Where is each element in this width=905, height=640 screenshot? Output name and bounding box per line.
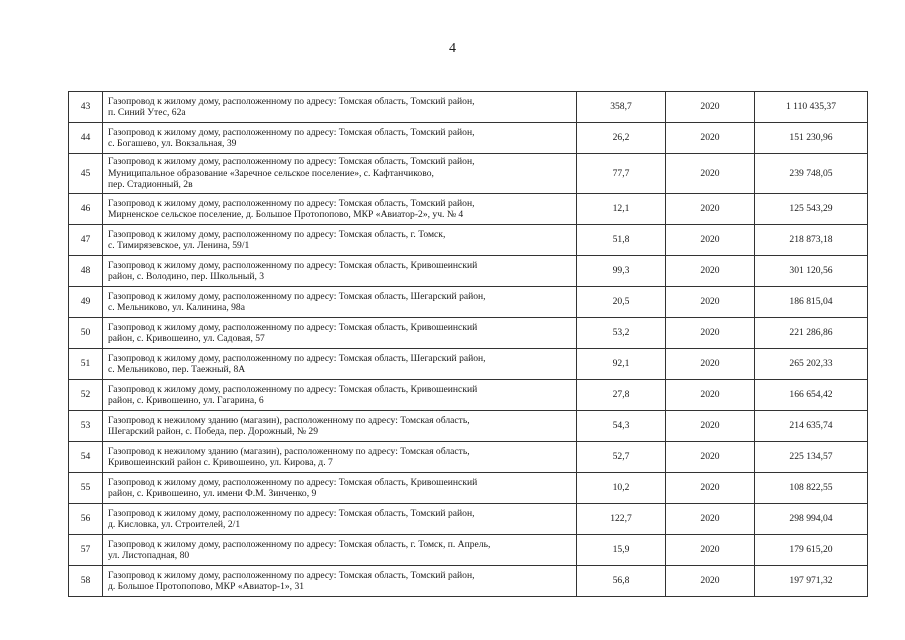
table-body — [69, 92, 868, 597]
description-line: д. Большое Протопопово, МКР «Авиатор-1», 31 — [108, 581, 305, 592]
year: 2020 — [666, 256, 755, 287]
row-number: 58 — [69, 566, 103, 597]
cost: 225 134,57 — [755, 442, 868, 473]
description-line: Газопровод к жилому дому, расположенному по адресу: Томская область, Томский район, — [108, 507, 475, 519]
gas-pipeline-table — [68, 91, 868, 597]
object-description — [103, 287, 577, 318]
table-row — [69, 256, 868, 287]
pipeline-length: 56,8 — [577, 566, 666, 597]
table-row — [69, 318, 868, 349]
object-description — [103, 566, 577, 597]
row-number: 43 — [69, 92, 103, 123]
object-description — [103, 380, 577, 411]
pipeline-length: 54,3 — [577, 411, 666, 442]
pipeline-length: 10,2 — [577, 473, 666, 504]
row-number: 47 — [69, 225, 103, 256]
description-line: пер. Стадионный, 2в — [108, 179, 193, 191]
row-number: 50 — [69, 318, 103, 349]
table-row — [69, 411, 868, 442]
row-number: 52 — [69, 380, 103, 411]
year: 2020 — [666, 535, 755, 566]
pipeline-length: 15,9 — [577, 535, 666, 566]
table-row — [69, 380, 868, 411]
pipeline-length: 77,7 — [577, 154, 666, 194]
table-row — [69, 504, 868, 535]
year: 2020 — [666, 287, 755, 318]
table-row — [69, 535, 868, 566]
row-number: 55 — [69, 473, 103, 504]
description-line: с. Мельниково, пер. Таежный, 8А — [108, 364, 246, 375]
year: 2020 — [666, 194, 755, 225]
description-line: с. Мельниково, ул. Калинина, 98а — [108, 302, 245, 313]
object-description — [103, 92, 577, 123]
pipeline-length: 358,7 — [577, 92, 666, 123]
year: 2020 — [666, 154, 755, 194]
year: 2020 — [666, 92, 755, 123]
year: 2020 — [666, 380, 755, 411]
cost: 221 286,86 — [755, 318, 868, 349]
cost: 186 815,04 — [755, 287, 868, 318]
description-line: Газопровод к жилому дому, расположенному по адресу: Томская область, Шегарский район, — [108, 352, 486, 364]
object-description — [103, 318, 577, 349]
pipeline-length: 92,1 — [577, 349, 666, 380]
description-line: Газопровод к жилому дому, расположенному по адресу: Томская область, г. Томск, — [108, 228, 446, 240]
table-row — [69, 92, 868, 123]
cost: 108 822,55 — [755, 473, 868, 504]
page-number: 4 — [449, 41, 456, 56]
description-line: с. Тимирязевское, ул. Ленина, 59/1 — [108, 240, 250, 251]
cost: 239 748,05 — [755, 154, 868, 194]
object-description — [103, 535, 577, 566]
year: 2020 — [666, 225, 755, 256]
cost: 265 202,33 — [755, 349, 868, 380]
year: 2020 — [666, 123, 755, 154]
row-number: 54 — [69, 442, 103, 473]
description-line: Газопровод к жилому дому, расположенному по адресу: Томская область, Томский район, — [108, 569, 475, 581]
pipeline-length: 26,2 — [577, 123, 666, 154]
object-description — [103, 123, 577, 154]
object-description — [103, 154, 577, 194]
object-description — [103, 256, 577, 287]
table-row — [69, 349, 868, 380]
year: 2020 — [666, 566, 755, 597]
description-line: район, с. Кривошеино, ул. имени Ф.М. Зинченко, 9 — [108, 488, 317, 499]
year: 2020 — [666, 318, 755, 349]
row-number: 45 — [69, 154, 103, 194]
description-line: район, с. Володино, пер. Школьный, 3 — [108, 271, 265, 282]
year: 2020 — [666, 411, 755, 442]
table-row — [69, 473, 868, 504]
description-line: Газопровод к жилому дому, расположенному по адресу: Томская область, Кривошеинский — [108, 383, 478, 395]
description-line: д. Кисловка, ул. Строителей, 2/1 — [108, 519, 241, 530]
description-line: Газопровод к жилому дому, расположенному по адресу: Томская область, Кривошеинский — [108, 259, 478, 271]
cost: 1 110 435,37 — [755, 92, 868, 123]
cost: 151 230,96 — [755, 123, 868, 154]
description-line: Газопровод к жилому дому, расположенному по адресу: Томская область, Томский район, — [108, 126, 475, 138]
row-number: 48 — [69, 256, 103, 287]
table-row — [69, 194, 868, 225]
description-line: Муниципальное образование «Заречное сельское поселение», с. Кафтанчиково, — [108, 167, 434, 179]
description-line: Мирненское сельское поселение, д. Большое Протопопово, МКР «Авиатор-2», уч. № 4 — [108, 209, 464, 220]
table-row — [69, 123, 868, 154]
row-number: 56 — [69, 504, 103, 535]
description-line: район, с. Кривошеино, ул. Садовая, 57 — [108, 333, 265, 344]
table-row — [69, 154, 868, 194]
object-description — [103, 442, 577, 473]
row-number: 49 — [69, 287, 103, 318]
description-line: п. Синий Утес, 62а — [108, 107, 186, 118]
description-line: Газопровод к жилому дому, расположенному по адресу: Томская область, Томский район, — [108, 95, 475, 107]
description-line: Газопровод к жилому дому, расположенному по адресу: Томская область, Шегарский район, — [108, 290, 486, 302]
description-line: Газопровод к нежилому зданию (магазин), расположенному по адресу: Томская область, — [108, 445, 470, 457]
cost: 166 654,42 — [755, 380, 868, 411]
year: 2020 — [666, 504, 755, 535]
pipeline-length: 27,8 — [577, 380, 666, 411]
pipeline-length: 12,1 — [577, 194, 666, 225]
table-row — [69, 287, 868, 318]
cost: 125 543,29 — [755, 194, 868, 225]
pipeline-length: 51,8 — [577, 225, 666, 256]
object-description — [103, 194, 577, 225]
description-line: Газопровод к жилому дому, расположенному по адресу: Томская область, Томский район, — [108, 197, 475, 209]
object-description — [103, 349, 577, 380]
year: 2020 — [666, 442, 755, 473]
object-description — [103, 504, 577, 535]
object-description — [103, 225, 577, 256]
cost: 218 873,18 — [755, 225, 868, 256]
year: 2020 — [666, 473, 755, 504]
row-number: 46 — [69, 194, 103, 225]
pipeline-length: 99,3 — [577, 256, 666, 287]
table-row — [69, 442, 868, 473]
description-line: Шегарский район, с. Победа, пер. Дорожный, № 29 — [108, 426, 318, 437]
cost: 179 615,20 — [755, 535, 868, 566]
object-description — [103, 473, 577, 504]
description-line: Кривошеинский район с. Кривошеино, ул. Кирова, д. 7 — [108, 457, 333, 468]
description-line: ул. Листопадная, 80 — [108, 550, 190, 561]
description-line: Газопровод к жилому дому, расположенному по адресу: Томская область, г. Томск, п. Апрель, — [108, 538, 491, 550]
description-line: Газопровод к жилому дому, расположенному по адресу: Томская область, Кривошеинский — [108, 321, 478, 333]
cost: 214 635,74 — [755, 411, 868, 442]
row-number: 57 — [69, 535, 103, 566]
description-line: с. Богашево, ул. Вокзальная, 39 — [108, 138, 237, 149]
pipeline-length: 20,5 — [577, 287, 666, 318]
cost: 298 994,04 — [755, 504, 868, 535]
description-line: район, с. Кривошеино, ул. Гагарина, 6 — [108, 395, 264, 406]
cost: 197 971,32 — [755, 566, 868, 597]
row-number: 44 — [69, 123, 103, 154]
pipeline-length: 52,7 — [577, 442, 666, 473]
pipeline-length: 122,7 — [577, 504, 666, 535]
description-line: Газопровод к нежилому зданию (магазин), расположенному по адресу: Томская область, — [108, 414, 470, 426]
cost: 301 120,56 — [755, 256, 868, 287]
row-number: 51 — [69, 349, 103, 380]
pipeline-length: 53,2 — [577, 318, 666, 349]
description-line: Газопровод к жилому дому, расположенному по адресу: Томская область, Томский район, — [108, 156, 475, 168]
description-line: Газопровод к жилому дому, расположенному по адресу: Томская область, Кривошеинский — [108, 476, 478, 488]
row-number: 53 — [69, 411, 103, 442]
table-row — [69, 225, 868, 256]
table-row — [69, 566, 868, 597]
year: 2020 — [666, 349, 755, 380]
object-description — [103, 411, 577, 442]
